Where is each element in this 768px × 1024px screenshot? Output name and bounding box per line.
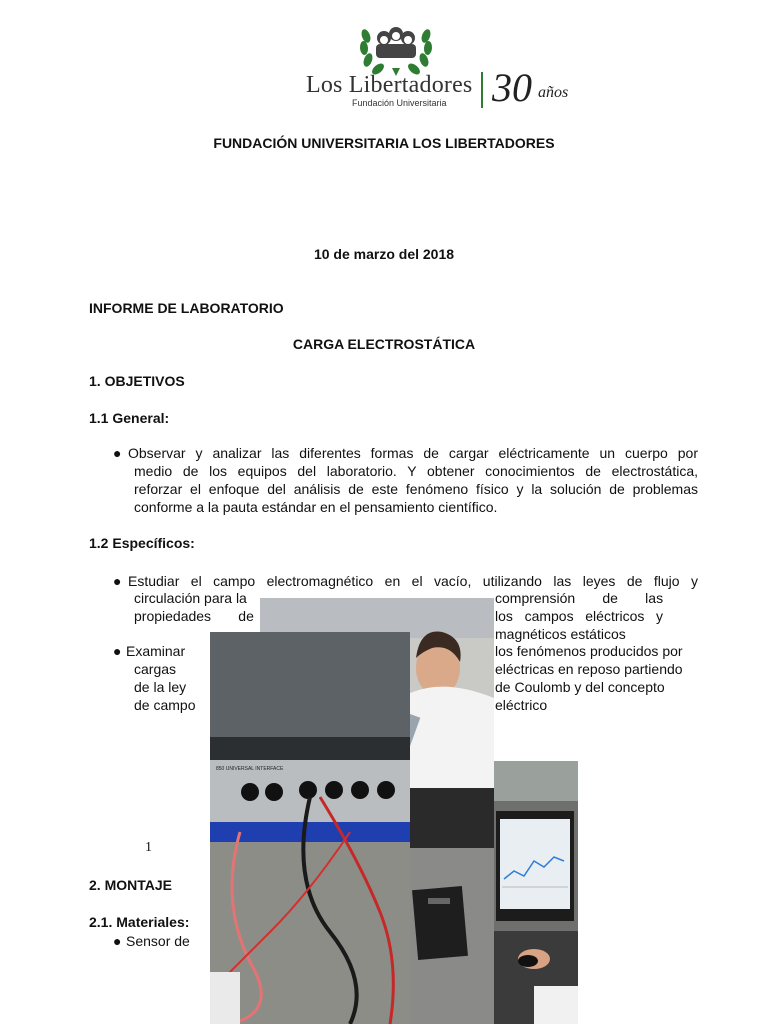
computer-monitor-photo (494, 761, 578, 1024)
section-objectives-heading: 1. OBJETIVOS (89, 373, 185, 389)
report-date: 10 de marzo del 2018 (313, 246, 455, 262)
report-type: INFORME DE LABORATORIO (89, 300, 284, 316)
materials-item: Sensor de (126, 933, 190, 949)
specific-objective-fragment: Examinar (126, 643, 186, 659)
general-objective-line: Observar y analizar las diferentes formas de cargar eléctricamente un cuerpo por (128, 445, 698, 461)
specific-objective-fragment: comprensión de las (495, 590, 664, 606)
specific-objective-fragment: magnéticos estáticos (495, 626, 626, 642)
general-objective-line: reforzar el enfoque del análisis de este fenómeno físico y la solución de problemas (134, 481, 698, 497)
specific-objective-fragment: eléctrico (495, 697, 548, 713)
institution-name: FUNDACIÓN UNIVERSITARIA LOS LIBERTADORES (213, 135, 555, 151)
logo-anniversary-word: años (538, 84, 569, 101)
specific-objective-fragment: propiedades de (134, 608, 254, 624)
materials-heading: 2.1. Materiales: (89, 914, 190, 930)
bullet-icon: ● (113, 573, 122, 589)
page-number: 1 (145, 840, 152, 855)
specific-objective-fragment: los fenómenos producidos por (495, 643, 683, 659)
interface-label: 850 UNIVERSAL INTERFACE (216, 766, 284, 772)
logo-separator (481, 72, 483, 108)
section-montaje-heading: 2. MONTAJE (89, 877, 172, 893)
logo-anniversary-number: 30 (492, 65, 532, 110)
specific-objective-fragment: los campos eléctricos y (495, 608, 664, 624)
report-title: CARGA ELECTROSTÁTICA (292, 336, 476, 352)
interface-device-photo (210, 632, 410, 1024)
specific-objectives-heading: 1.2 Específicos: (89, 535, 195, 551)
specific-objective-fragment: de la ley (134, 679, 187, 695)
specific-objective-fragment: de campo (134, 697, 196, 713)
specific-objective-fragment: eléctricas en reposo partiendo (495, 661, 683, 677)
logo-subtitle: Fundación Universitaria (352, 98, 447, 108)
specific-objective-fragment: circulación para la (134, 590, 247, 606)
bullet-icon: ● (113, 933, 122, 949)
logo-name: Los Libertadores (306, 72, 473, 98)
laurel-emblem-icon (356, 16, 436, 78)
bullet-icon: ● (113, 445, 122, 461)
specific-objective-line: Estudiar el campo electromagnético en el vacío, utilizando las leyes de flujo y (128, 573, 698, 589)
bullet-icon: ● (113, 643, 122, 659)
specific-objective-fragment: cargas (134, 661, 177, 677)
general-objective-line: medio de los equipos del laboratorio. Y obtener conocimientos de electrostática, (134, 463, 698, 479)
general-objective-heading: 1.1 General: (89, 410, 170, 426)
general-objective-line: conforme a la pauta estándar en el pensamiento científico. (134, 499, 498, 515)
specific-objective-fragment: de Coulomb y del concepto (495, 679, 665, 695)
